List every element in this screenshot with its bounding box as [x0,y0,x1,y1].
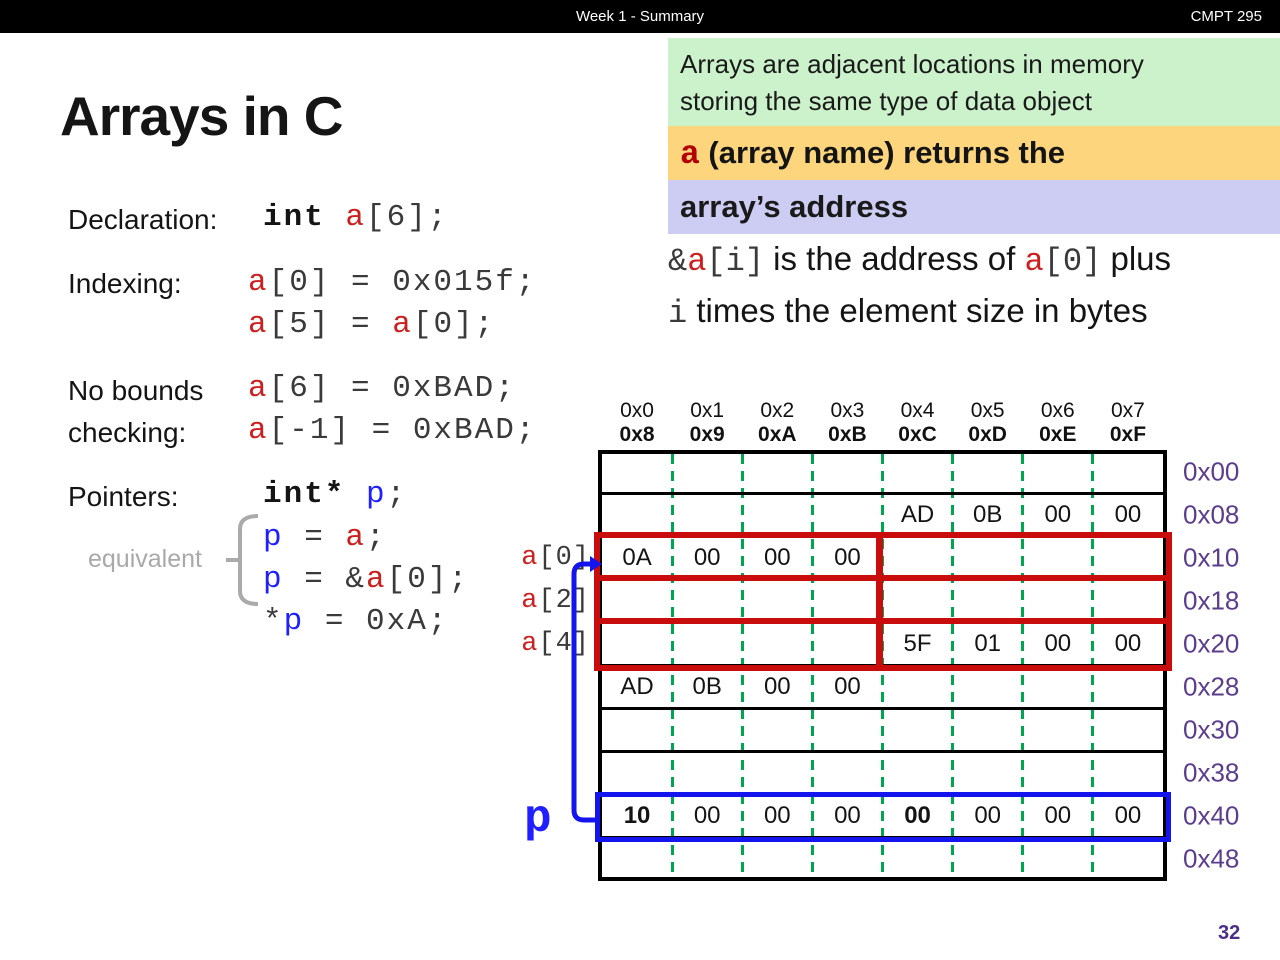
text-segment: [0] [538,542,590,573]
bounds-label-2: checking: [68,417,187,448]
memory-cell-value: 00 [1114,802,1142,830]
text-segment: [0]; [412,307,496,342]
text-segment: = & [283,562,367,597]
bounds-label-1: No bounds [68,375,204,406]
memory-cell-value: AD [620,673,654,701]
pointers-code [263,477,407,512]
memory-cell-value: 00 [763,802,791,830]
text-segment: = [283,520,346,555]
bounds-code-2 [248,413,536,448]
row-separator [602,492,1163,495]
text-segment: times the element size in bytes [687,292,1148,329]
equivalence-brace [226,512,260,608]
memory-cell-value: 00 [974,802,1002,830]
callout-purple: array’s address [668,180,1280,234]
declaration-label: Declaration: [68,204,218,235]
column-header: 0x1 [690,399,725,422]
memory-cell-value: 00 [1044,500,1072,528]
text-segment: a [248,265,269,300]
declaration-code [263,200,448,235]
memory-cell-value: 01 [974,629,1002,657]
text-segment [345,477,366,512]
memory-cell-value: 00 [834,802,861,830]
column-header: 0xE [1039,423,1077,446]
text-segment: p [263,562,284,597]
column-header: 0x5 [970,399,1005,422]
memory-cell-value: 00 [693,543,721,571]
page-title: Arrays in C [60,85,343,147]
array-region-divider-v [876,534,883,669]
bounds-code-1 [248,371,516,406]
column-header: 0x0 [620,399,654,422]
text-segment: a [521,628,539,659]
top-bar [0,0,1280,33]
memory-cell-value: 00 [763,543,791,571]
memory-cell-value: 0B [692,673,722,701]
text-segment: [0]; [386,562,470,597]
column-header: 0x8 [619,423,655,446]
text-segment: a [345,200,367,235]
text-segment [325,200,346,235]
text-segment: a [248,307,269,342]
pointers-label: Pointers: [68,481,179,512]
page-number: 32 [1218,922,1241,944]
row-address: 0x20 [1183,628,1240,659]
text-segment: i [668,295,688,332]
row-address: 0x40 [1183,800,1240,831]
column-header: 0x9 [689,423,725,446]
column-header: 0x3 [830,399,865,422]
text-segment: a [521,585,539,616]
array-region-divider-h1 [600,575,1166,581]
callout-orange [668,126,1280,180]
address-note-line-2 [668,292,1148,332]
text-segment: is the address of [764,240,1025,277]
column-header: 0xA [758,423,797,446]
address-note-line-1 [668,240,1171,280]
equivalent-label: equivalent [88,545,202,573]
indexing-code-2 [248,307,495,342]
row-address: 0x08 [1183,499,1240,530]
column-header: 0x4 [900,399,935,422]
text-segment: [0] = 0x015f; [268,265,537,300]
memory-cell-value: 00 [1044,802,1072,830]
text-segment: [4] [538,628,590,659]
row-address: 0x38 [1183,757,1240,788]
array-region-divider-h2 [600,618,1166,624]
memory-cell-value: 00 [763,673,791,701]
row-address: 0x28 [1183,671,1240,702]
pointer-arrow [556,548,620,840]
column-header: 0xF [1109,423,1147,446]
memory-cell-value: 0B [973,500,1003,528]
column-header: 0xB [828,423,867,446]
green-line-2: storing the same type of data object [680,86,1092,116]
text-segment: int* [263,477,346,512]
text-segment: a [366,562,387,597]
pointer-code-2 [263,562,469,597]
text-segment: [2] [538,585,590,616]
text-segment: a [392,307,413,342]
column-header: 0xD [968,423,1007,446]
text-segment: int [263,200,325,235]
text-segment: a [248,413,269,448]
text-segment: a [687,243,707,280]
row-separator [602,707,1163,710]
topbar-course: CMPT 295 [1190,8,1262,25]
text-segment: [i] [706,243,765,280]
text-segment: ; [386,477,408,512]
pointer-row-outline [595,792,1171,842]
green-line-1: Arrays are adjacent locations in memory [680,49,1144,79]
text-segment: = 0xA; [304,604,449,639]
row-address: 0x48 [1183,843,1240,874]
memory-cell-value: 00 [834,543,861,571]
text-segment: a [345,520,367,555]
memory-cell-value: 5F [903,629,932,657]
text-segment: [-1] = 0xBAD; [268,413,537,448]
text-segment: & [668,243,688,280]
text-segment: a [521,542,539,573]
memory-cell-value: 00 [834,673,861,701]
text-segment: p [366,477,387,512]
text-segment: [5] = [268,307,393,342]
row-address: 0x10 [1183,542,1240,573]
topbar-title: Week 1 - Summary [575,8,705,25]
memory-cell-value: 10 [623,802,651,830]
row-address: 0x30 [1183,714,1240,745]
pointer-code-3 [263,604,448,639]
memory-cell-value: 00 [693,802,721,830]
text-segment: a [248,371,269,406]
text-segment: a [1024,243,1044,280]
text-segment: [6]; [366,200,449,235]
text-segment: [0] [1043,243,1102,280]
memory-cell-value: 00 [1114,500,1142,528]
callout-green [668,38,1280,126]
text-segment: ; [366,520,387,555]
pointer-label: p [524,793,552,845]
text-segment: (array name) returns the [699,135,1066,170]
column-header: 0x7 [1111,399,1145,422]
pointer-code-1 [263,520,387,555]
memory-cell-value: 0A [622,543,652,571]
column-header: 0xC [898,423,937,446]
column-header: 0x2 [760,399,795,422]
memory-cell-value: AD [900,500,935,528]
text-segment: [6] = 0xBAD; [268,371,516,406]
row-address: 0x00 [1183,456,1240,487]
text-segment: plus [1101,240,1172,277]
text-segment: * [263,604,284,639]
memory-cell-value: 00 [1044,629,1072,657]
column-header: 0x6 [1040,399,1075,422]
indexing-code-1 [248,265,536,300]
text-segment: a [680,136,700,173]
indexing-label: Indexing: [68,268,182,299]
row-separator [602,750,1163,753]
array-region-outline [594,532,1172,671]
text-segment: p [263,520,284,555]
memory-cell-value: 00 [1114,629,1142,657]
row-address: 0x18 [1183,585,1240,616]
text-segment: p [283,604,305,639]
memory-cell-value: 00 [904,802,931,830]
